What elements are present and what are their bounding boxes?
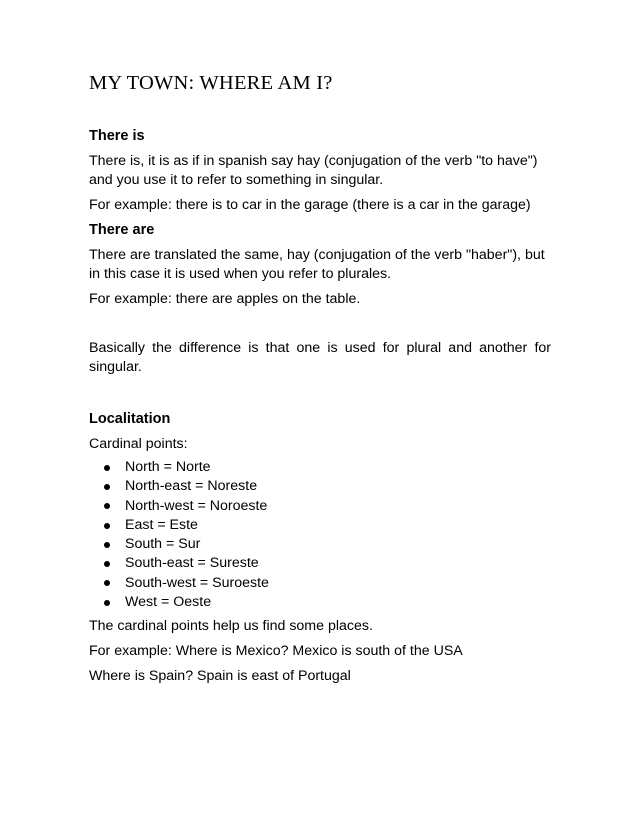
bullet-icon	[104, 503, 110, 509]
paragraph-there-is-example: For example: there is to car in the garage (there is a car in the garage)	[89, 197, 531, 213]
paragraph-cardinal-points-intro: Cardinal points:	[89, 436, 188, 452]
bullet-icon	[104, 484, 110, 490]
paragraph-there-is-definition: There is, it is as if in spanish say hay (conjugation of the verb "to have") and you use it to refer to something in singular.	[89, 153, 538, 188]
document-page	[89, 70, 551, 692]
bullet-icon	[104, 465, 110, 471]
list-item	[104, 458, 551, 477]
paragraph-cardinal-points-help: The cardinal points help us find some places.	[89, 618, 373, 635]
bullet-icon	[104, 542, 110, 548]
list-item	[104, 535, 551, 554]
document-title: MY TOWN: WHERE AM I?	[89, 72, 333, 94]
list-item-text: North-west = Noroeste	[125, 497, 268, 514]
list-item	[104, 497, 551, 516]
paragraph-example-mexico: For example: Where is Mexico? Mexico is south of the USA	[89, 643, 463, 660]
bullet-icon	[104, 580, 110, 586]
paragraph-there-are-example: For example: there are apples on the table.	[89, 291, 361, 307]
paragraph-there-are-definition: There are translated the same, hay (conjugation of the verb "haber"), but in this case it is used when you refer to plurales.	[89, 247, 545, 282]
paragraph-example-spain: Where is Spain? Spain is east of Portugal	[89, 668, 351, 685]
list-item	[104, 516, 551, 535]
list-item-text: South-west = Suroeste	[125, 574, 269, 591]
bullet-icon	[104, 523, 110, 529]
paragraph-difference: Basically the difference is that one is used for plural and another for singular.	[89, 340, 551, 375]
list-item	[104, 477, 551, 496]
heading-there-are: There are	[89, 222, 155, 238]
list-item-text: East = Este	[125, 516, 198, 533]
list-item-text: South-east = Sureste	[125, 555, 259, 572]
list-item	[104, 574, 551, 593]
heading-there-is: There is	[89, 128, 145, 144]
list-item-text: North = Norte	[125, 459, 211, 475]
list-item-text: South = Sur	[125, 536, 201, 553]
bullet-icon	[104, 561, 110, 567]
list-item-text: West = Oeste	[125, 594, 212, 611]
list-item	[104, 593, 551, 612]
bullet-icon	[104, 600, 110, 606]
heading-localitation: Localitation	[89, 411, 171, 427]
list-item-text: North-east = Noreste	[125, 478, 258, 495]
cardinal-points-list	[89, 458, 551, 612]
list-item	[104, 554, 551, 573]
